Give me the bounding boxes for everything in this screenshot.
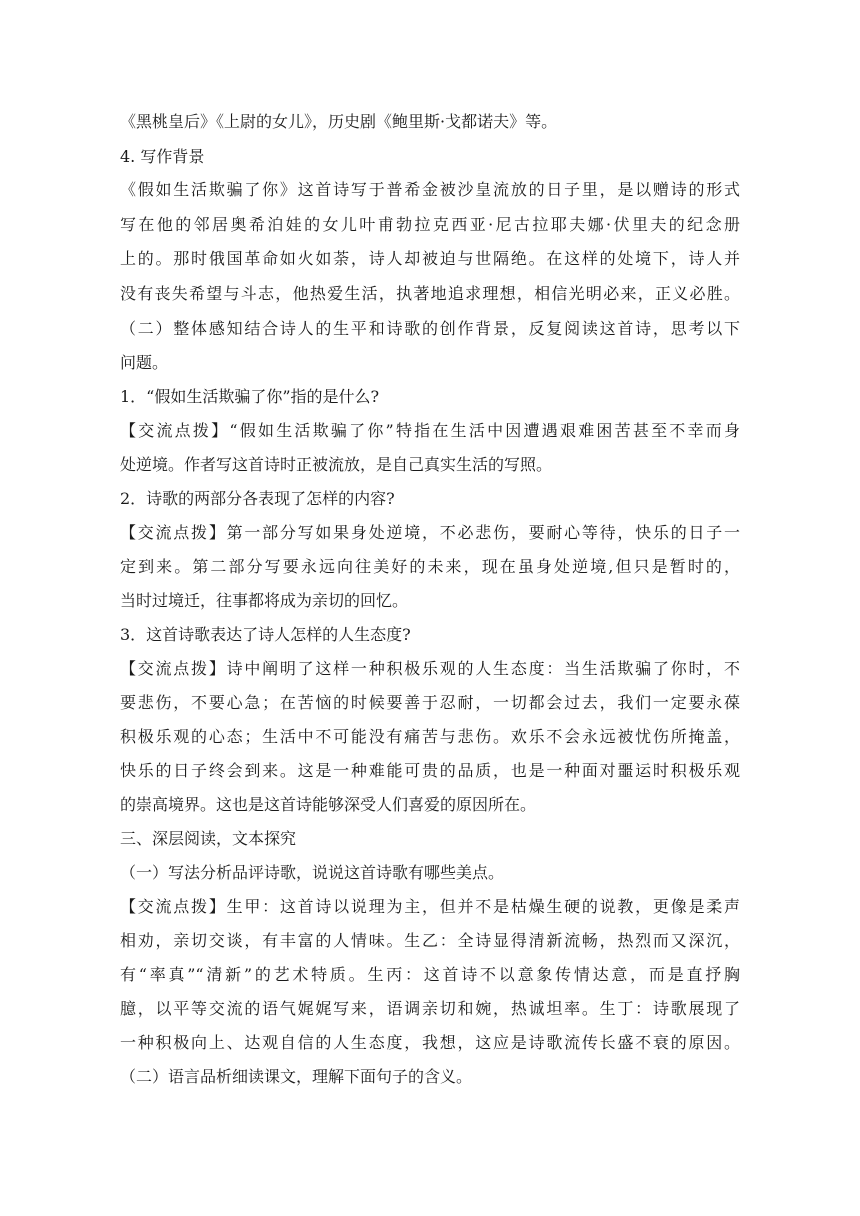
text-line: 《黑桃皇后》《上尉的女儿》，历史剧《鲍里斯·戈都诺夫》等。	[120, 112, 558, 131]
text-line: 处逆境。作者写这首诗时正被流放，是自己真实生活的写照。	[120, 455, 553, 474]
text-line: 上的。那时俄国革命如火如荼，诗人却被迫与世隔绝。在这样的处境下，诗人并	[120, 249, 740, 268]
text-line: 问题。	[120, 353, 169, 372]
text-line: 【交流点拨】诗中阐明了这样一种积极乐观的人生态度：当生活欺骗了你时，不	[120, 659, 740, 678]
text-line: 定到来。第二部分写要永远向往美好的未来，现在虽身处逆境,但只是暂时的，	[120, 557, 740, 576]
text-line: 一种积极向上、达观自信的人生态度，我想，这应是诗歌流传长盛不衰的原因。	[120, 1033, 740, 1052]
text-line: 有“率真”“清新”的艺术特质。生丙：这首诗不以意象传情达意，而是直抒胸	[120, 965, 740, 984]
text-line: 【交流点拨】生甲：这首诗以说理为主，但并不是枯燥生硬的说教，更像是柔声	[120, 897, 740, 916]
text-line: 的崇高境界。这也是这首诗能够深受人们喜爱的原因所在。	[120, 795, 537, 814]
text-line: 没有丧失希望与斗志，他热爱生活，执著地追求理想，相信光明必来，正义必胜。	[120, 284, 740, 303]
section-heading: 三、深层阅读，文本探究	[120, 829, 297, 848]
question-heading: 2．诗歌的两部分各表现了怎样的内容?	[120, 489, 395, 508]
section-heading: 4. 写作背景	[120, 147, 205, 166]
text-line: 当时过境迁，往事都将成为亲切的回忆。	[120, 591, 409, 610]
subsection-heading: （一）写法分析品评诗歌，说说这首诗歌有哪些美点。	[120, 863, 505, 882]
text-line: （二）整体感知结合诗人的生平和诗歌的创作背景，反复阅读这首诗，思考以下	[120, 319, 740, 338]
text-line: 【交流点拨】“假如生活欺骗了你”特指在生活中因遭遇艰难困苦甚至不幸而身	[120, 421, 740, 440]
text-line: 快乐的日子终会到来。这是一种难能可贵的品质，也是一种面对噩运时积极乐观	[120, 761, 740, 780]
question-heading: 3．这首诗歌表达了诗人怎样的人生态度?	[120, 625, 411, 644]
text-line: 臆，以平等交流的语气娓娓写来，语调亲切和婉，热诚坦率。生丁：诗歌展现了	[120, 999, 740, 1018]
text-line: 写在他的邻居奥希泊娃的女儿叶甫勃拉克西亚·尼古拉耶夫娜·伏里夫的纪念册	[120, 215, 740, 234]
question-heading: 1．“假如生活欺骗了你”指的是什么?	[120, 387, 380, 406]
text-line: 《假如生活欺骗了你》这首诗写于普希金被沙皇流放的日子里，是以赠诗的形式	[120, 180, 740, 199]
text-line: 【交流点拨】第一部分写如果身处逆境，不必悲伤，要耐心等待，快乐的日子一	[120, 523, 740, 542]
subsection-heading: （二）语言品析细读课文，理解下面句子的含义。	[120, 1067, 473, 1086]
text-line: 要悲伤，不要心急；在苦恼的时候要善于忍耐，一切都会过去，我们一定要永葆	[120, 693, 740, 712]
text-line: 积极乐观的心态；生活中不可能没有痛苦与悲伤。欢乐不会永远被忧伤所掩盖，	[120, 727, 740, 746]
text-line: 相劝，亲切交谈，有丰富的人情味。生乙：全诗显得清新流畅，热烈而又深沉，	[120, 931, 740, 950]
